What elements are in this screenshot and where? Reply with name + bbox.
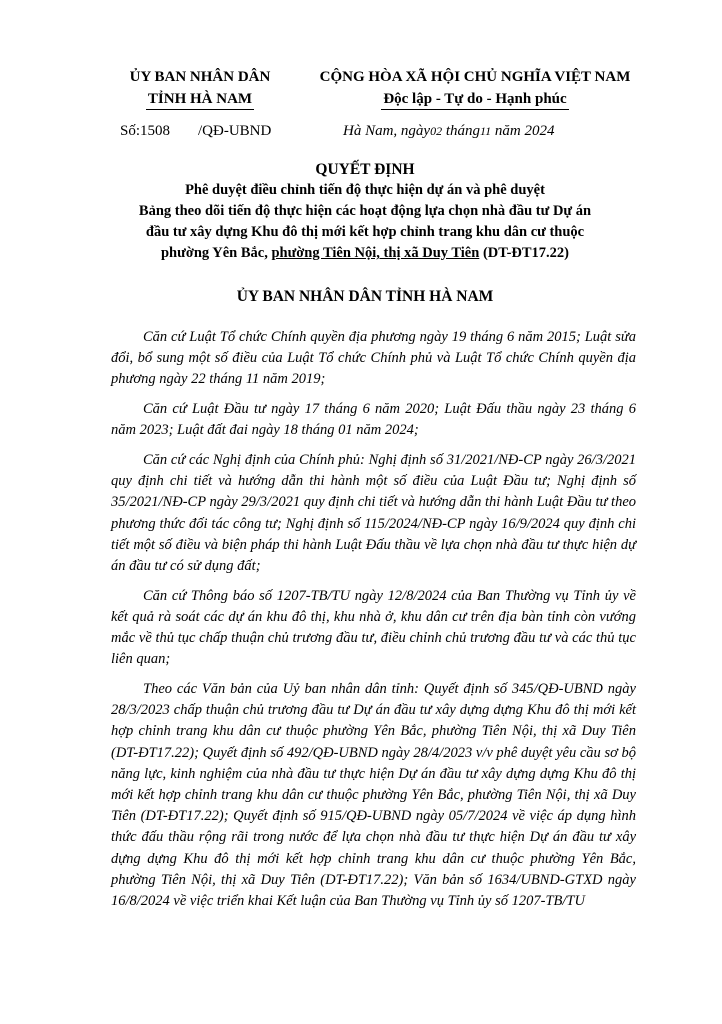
paragraph: Căn cứ các Nghị định của Chính phủ: Nghị định số 31/2021/NĐ-CP ngày 26/3/2021 quy định chi tiết và hướng dẫn thi hành một số điều của Luật Đầu tư; Nghị định số 35/2021/NĐ-CP ngày 29/3/2021 quy định chi tiết và hướng dẫn thi hành Luật Đầu tư theo phương thức đối tác công tư; Nghị định số 115/2024/NĐ-CP ngày 16/9/2024 quy định chi tiết một số điều và biện pháp thi hành Luật Đấu thầu về lựa chọn nhà đầu tư thực hiện dự án đầu tư có sử dụng đất; [111,452,636,575]
issuer-heading: ỦY BAN NHÂN DÂN TỈNH HÀ NAM [236,288,494,305]
national-header [300,66,650,110]
paragraph: Theo các Văn bản của Uỷ ban nhân dân tỉnh: Quyết định số 345/QĐ-UBND ngày 28/3/2023 chấp thuận chủ trương đầu tư Dự án đầu tư xây dựng dựng Khu đô thị mới kết hợp chỉnh trang khu dân cư thuộc phường Yên Bắc, phường Tiên Nội, thị xã Duy Tiên (DT-ĐT17.22); Quyết định số 492/QĐ-UBND ngày 28/4/2023 v/v phê duyệt yêu cầu sơ bộ năng lực, kinh nghiệm của nhà đầu tư thực hiện Dự án đầu tư xây dựng dựng Khu đô thị mới kết hợp chỉnh trang khu dân cư thuộc phường Yên Bắc, phường Tiên Nội, thị xã Duy Tiên (DT-ĐT17.22); Quyết định số 915/QĐ-UBND ngày 05/7/2024 về việc áp dụng hình thức đấu thầu rộng rãi trong nước để lựa chọn nhà đầu tư thực hiện Dự án đầu tư xây dựng dựng Khu đô thị mới kết hợp chỉnh trang khu dân cư thuộc phường Yên Bắc, phường Tiên Nội, thị xã Duy Tiên (DT-ĐT17.22); Văn bản số 1634/UBND-GTXD ngày 16/8/2024 về việc triển khai Kết luận của Ban Thường vụ Tỉnh ủy số 1207-TB/TU [111,681,636,910]
document-number-prefix: Số:1508 [120,123,171,139]
decision-heading: QUYẾT ĐỊNH [315,161,415,178]
paragraph: Căn cứ Luật Tổ chức Chính quyền địa phương ngày 19 tháng 6 năm 2015; Luật sửa đổi, bổ sung một số điều của Luật Tổ chức Chính phủ và Luật Tổ chức Chính quyền địa phương ngày 22 tháng 11 năm 2019; [111,329,636,388]
date-month: 11 [480,124,492,138]
decision-subject-line-1: Phê duyệt điều chỉnh tiến độ thực hiện dự án và phê duyệt [185,182,545,198]
subject-part-b: phường Tiên Nội, thị xã Duy Tiên [271,245,480,261]
date-month-label: tháng [442,123,480,139]
issuing-authority [110,66,290,110]
subject-part-a: phường Yên Bắc, [160,245,272,261]
document-number-code: /QĐ-UBND [198,123,272,139]
authority-line-1: ỦY BAN NHÂN DÂN [129,69,271,85]
decision-subject-line-3: đầu tư xây dựng Khu đô thị mới kết hợp chỉnh trang khu dân cư thuộc [145,224,585,240]
date-year: năm 2024 [491,123,555,139]
decision-subject-line-2: Bảng theo dõi tiến độ thực hiện các hoạt động lựa chọn nhà đầu tư Dự án [138,203,592,219]
paragraph: Căn cứ Luật Đầu tư ngày 17 tháng 6 năm 2020; Luật Đấu thầu ngày 23 tháng 6 năm 2023; Luật đất đai ngày 18 tháng 01 năm 2024; [111,401,636,439]
decision-subject-line-4 [95,243,635,264]
paragraph: Căn cứ Thông báo số 1207-TB/TU ngày 12/8/2024 của Ban Thường vụ Tỉnh ủy về kết quả rà soát các dự án khu đô thị, khu nhà ở, khu dân cư trên địa bàn tỉnh còn vướng mắc về thủ tục chấp thuận chủ trương đầu tư, điều chỉnh chủ trương đầu tư và các thủ tục liên quan; [111,587,636,668]
decision-title [95,160,635,264]
national-motto: Độc lập - Tự do - Hạnh phúc [381,90,568,110]
date-place: Hà Nam, ngày [343,123,431,139]
document-date [343,123,554,140]
document-number [120,123,271,140]
subject-part-c: (DT-ĐT17.22) [479,245,570,261]
national-title: CỘNG HÒA XÃ HỘI CHỦ NGHĨA VIỆT NAM [319,69,631,85]
date-day: 02 [430,124,443,138]
document-body [111,327,636,921]
authority-line-2: TỈNH HÀ NAM [146,90,254,110]
